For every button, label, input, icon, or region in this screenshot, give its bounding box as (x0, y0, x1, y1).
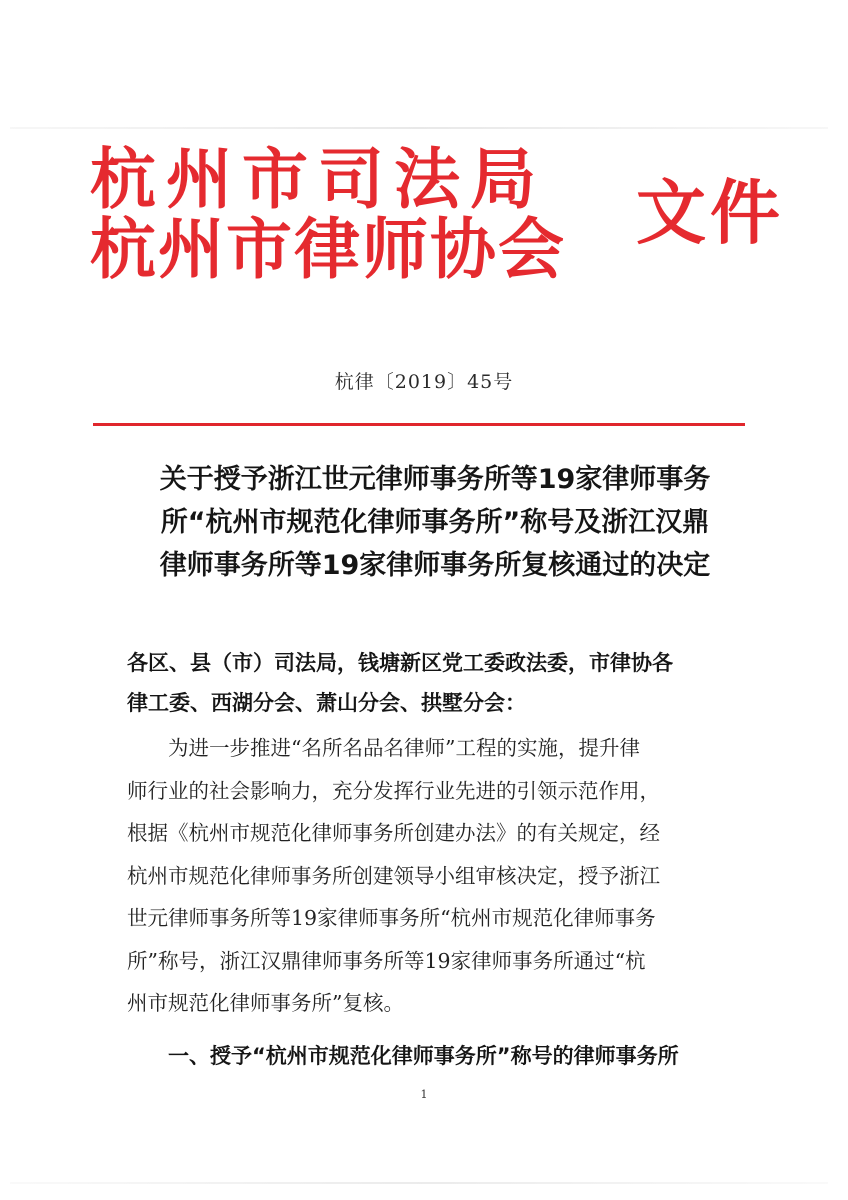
header-org-lawyers-association: 杭州市律师协会 (90, 210, 566, 288)
body-line: 根据《杭州市规范化律师事务所创建办法》的有关规定，经 (127, 821, 660, 845)
header-org-justice-bureau: 杭州市司法局 (90, 140, 546, 218)
header-document-suffix: 文件 (636, 171, 784, 254)
addressee-line: 律工委、西湖分会、萧山分会、拱墅分会： (127, 691, 526, 715)
body-line: 世元律师事务所等19家律师事务所“杭州市规范化律师事务 (127, 906, 656, 930)
red-divider-rule (93, 423, 745, 426)
body-line: 州市规范化律师事务所”复核。 (127, 991, 404, 1015)
body-line: 所”称号，浙江汉鼎律师事务所等19家律师事务所通过“杭 (127, 948, 646, 973)
addressee-line: 各区、县（市）司法局，钱塘新区党工委政法委，市律协各 (127, 651, 673, 675)
section-heading: 一、授予“杭州市规范化律师事务所”称号的律师事务所 (168, 1044, 679, 1068)
title-line: 律师事务所等19家律师事务所复核通过的决定 (159, 550, 711, 581)
body-line: 杭州市规范化律师事务所创建领导小组审核决定，授予浙江 (127, 863, 660, 888)
document-title (100, 458, 770, 587)
scan-artifact-top (10, 127, 828, 129)
scan-artifact-bottom (10, 1182, 828, 1184)
body-line: 师行业的社会影响力，充分发挥行业先进的引领示范作用， (127, 778, 660, 803)
page-number: 1 (420, 1088, 428, 1101)
title-line: 所“杭州市规范化律师事务所”称号及浙江汉鼎 (160, 507, 710, 538)
body-line: 为进一步推进“名所名品名律师”工程的实施，提升律 (127, 736, 640, 760)
title-line: 关于授予浙江世元律师事务所等19家律师事务 (159, 464, 711, 495)
body-paragraph (127, 727, 737, 1025)
document-number: 杭律〔2019〕45号 (334, 371, 514, 393)
document-header (90, 140, 784, 290)
addressee (127, 643, 737, 723)
